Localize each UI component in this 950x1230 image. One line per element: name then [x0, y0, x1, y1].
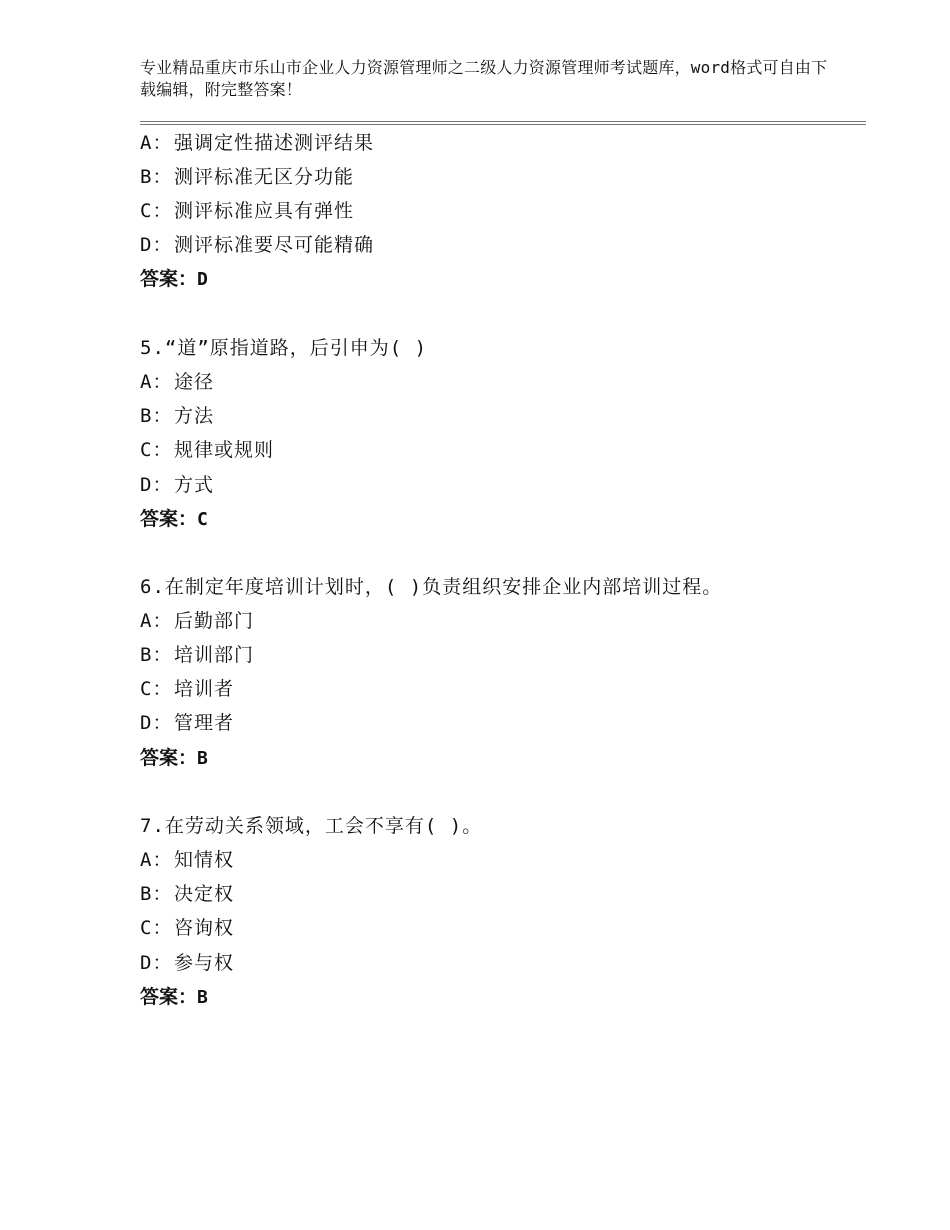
question-5: 5.“道”原指道路，后引申为( ) — [140, 337, 428, 359]
q5-option-b — [140, 403, 214, 429]
option-text: 规律或规则 — [174, 439, 275, 461]
option-text: 决定权 — [174, 883, 235, 905]
option-label: C： — [140, 200, 173, 222]
option-text: 管理者 — [174, 712, 235, 734]
option-label: B： — [140, 644, 173, 666]
q6-option-a — [140, 608, 254, 634]
option-label: D： — [140, 712, 173, 734]
option-d — [140, 232, 374, 258]
option-text: 方式 — [174, 474, 215, 496]
answer-label: 答案： — [140, 747, 198, 769]
page-header: 专业精品重庆市乐山市企业人力资源管理师之二级人力资源管理师考试题库，word格式可自由下载编辑，附完整答案！ — [140, 58, 828, 99]
answer-label: 答案： — [140, 268, 198, 290]
answer-value: B — [197, 748, 209, 769]
q7-option-c — [140, 915, 234, 941]
option-text: 后勤部门 — [174, 610, 255, 632]
option-text: 知情权 — [174, 849, 235, 871]
q5-option-c — [140, 437, 274, 463]
header-rule-top — [140, 121, 866, 122]
header-rule-bottom — [140, 124, 866, 125]
option-text: 参与权 — [174, 952, 235, 974]
option-label: B： — [140, 166, 173, 188]
option-text: 测评标准要尽可能精确 — [174, 234, 375, 256]
answer-value: D — [197, 269, 209, 290]
answer-value: B — [197, 987, 209, 1008]
q5-option-d — [140, 472, 214, 498]
option-label: D： — [140, 474, 173, 496]
option-text: 方法 — [174, 405, 215, 427]
q5-answer-line — [140, 506, 209, 533]
option-label: B： — [140, 883, 173, 905]
q6-answer-line — [140, 745, 209, 772]
option-a — [140, 130, 374, 156]
option-text: 培训者 — [174, 678, 235, 700]
answer-label: 答案： — [140, 986, 198, 1008]
q7-option-a — [140, 847, 234, 873]
q6-option-c — [140, 676, 234, 702]
option-label: A： — [140, 132, 173, 154]
option-text: 途径 — [174, 371, 215, 393]
q7-answer-line — [140, 984, 209, 1011]
answer-value: C — [197, 509, 209, 530]
option-text: 咨询权 — [174, 917, 235, 939]
q5-option-a — [140, 369, 214, 395]
q7-option-b — [140, 881, 234, 907]
option-label: C： — [140, 678, 173, 700]
answer-label: 答案： — [140, 508, 198, 530]
q7-option-d — [140, 950, 234, 976]
option-label: D： — [140, 952, 173, 974]
option-label: C： — [140, 917, 173, 939]
option-b — [140, 164, 354, 190]
option-label: B： — [140, 405, 173, 427]
q6-option-b — [140, 642, 254, 668]
question-7: 7.在劳动关系领域，工会不享有( )。 — [140, 815, 483, 837]
option-text: 测评标准无区分功能 — [174, 166, 355, 188]
option-text: 培训部门 — [174, 644, 255, 666]
option-label: A： — [140, 849, 173, 871]
option-label: A： — [140, 371, 173, 393]
question-6: 6.在制定年度培训计划时，( )负责组织安排企业内部培训过程。 — [140, 576, 723, 598]
q6-option-d — [140, 710, 234, 736]
answer-line — [140, 266, 209, 293]
option-label: A： — [140, 610, 173, 632]
option-text: 测评标准应具有弹性 — [174, 200, 355, 222]
option-text: 强调定性描述测评结果 — [174, 132, 375, 154]
option-label: D： — [140, 234, 173, 256]
option-c — [140, 198, 354, 224]
option-label: C： — [140, 439, 173, 461]
